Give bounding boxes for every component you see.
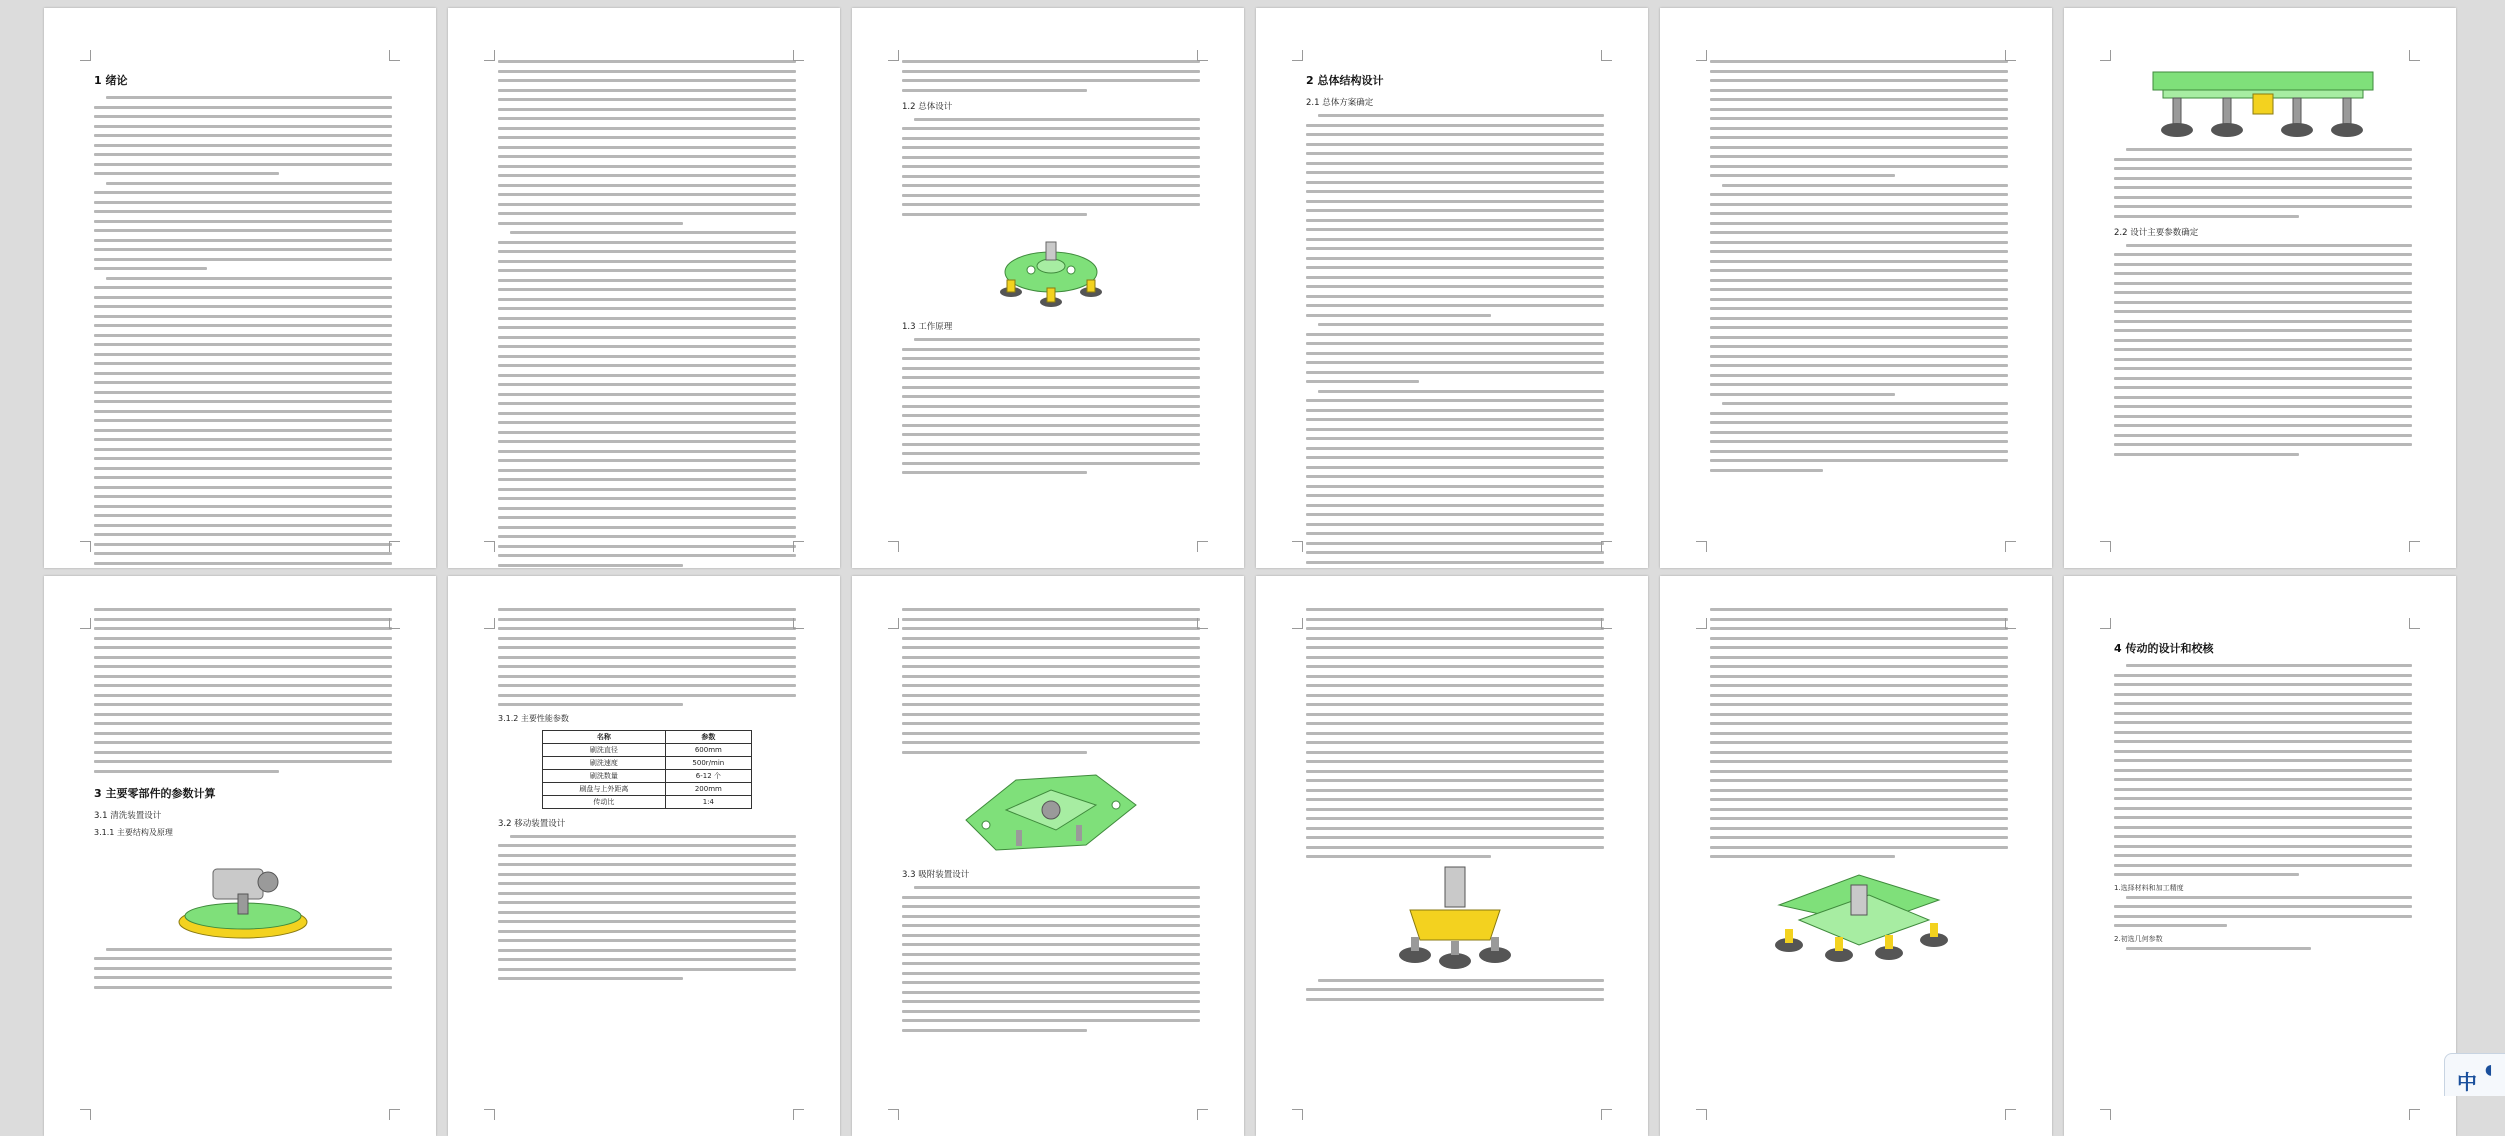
table-cell: 刷洗直径 <box>543 743 666 756</box>
document-page-10[interactable] <box>1256 576 1648 1136</box>
table-cell: 600mm <box>665 743 751 756</box>
section-heading: 2.1 总体方案确定 <box>1306 98 1374 108</box>
chapter-heading: 2 总体结构设计 <box>1306 74 1384 87</box>
section-heading: 3.3 吸附装置设计 <box>902 870 970 880</box>
subsection-heading: 3.1.2 主要性能参数 <box>498 713 569 723</box>
section-heading: 2.2 设计主要参数确定 <box>2114 227 2199 238</box>
document-page-5[interactable] <box>1660 8 2052 568</box>
document-page-7[interactable] <box>44 576 436 1136</box>
table-cell: 500r/min <box>665 756 751 769</box>
body-text <box>94 608 392 773</box>
body-text <box>2114 148 2412 218</box>
body-text <box>2114 896 2412 928</box>
document-page-6[interactable] <box>2064 8 2456 568</box>
document-page-1[interactable] <box>44 8 436 568</box>
section-heading: 1.2 总体设计 <box>902 101 953 112</box>
body-text <box>1306 608 1604 858</box>
document-page-12[interactable] <box>2064 576 2456 1136</box>
table-row <box>543 795 752 808</box>
body-text <box>2114 664 2412 876</box>
section-heading: 3.2 移动装置设计 <box>498 818 566 829</box>
body-text <box>902 118 1200 216</box>
moon-icon: ◖ <box>2485 1062 2493 1078</box>
table-row <box>543 743 752 756</box>
document-page-9[interactable] <box>852 576 1244 1136</box>
subsection-heading: 3.1.1 主要结构及原理 <box>94 827 173 837</box>
ime-indicator[interactable] <box>2444 1053 2505 1096</box>
table-header-value: 参数 <box>665 730 751 743</box>
body-text <box>902 60 1200 92</box>
body-text <box>2114 947 2412 950</box>
body-text <box>1306 979 1604 1001</box>
clamp-module-figure <box>991 222 1111 312</box>
table-cell: 刷盘与上外距离 <box>543 782 666 795</box>
list-item: 1.选择材料和加工精度 <box>2114 883 2184 892</box>
table-header-name: 名称 <box>543 730 666 743</box>
table-cell: 1:4 <box>665 795 751 808</box>
body-text <box>498 608 796 706</box>
body-text <box>94 948 392 989</box>
body-text <box>902 608 1200 754</box>
table-row <box>543 769 752 782</box>
list-item: 2.初选几何参数 <box>2114 934 2163 943</box>
table-row <box>543 782 752 795</box>
document-page-2[interactable] <box>448 8 840 568</box>
ime-indicator-label: 中 <box>2457 1070 2477 1094</box>
chapter-heading: 1 绪论 <box>94 74 128 87</box>
document-page-8[interactable] <box>448 576 840 1136</box>
body-text <box>498 835 796 981</box>
document-page-3[interactable] <box>852 8 1244 568</box>
moving-platform-figure <box>956 760 1146 860</box>
chapter-heading: 4 传动的设计和校核 <box>2114 642 2214 655</box>
body-text <box>94 96 392 568</box>
table-cell: 200mm <box>665 782 751 795</box>
table-cell: 6-12 个 <box>665 769 751 782</box>
table-cell: 传动比 <box>543 795 666 808</box>
body-text <box>1710 60 2008 472</box>
body-text <box>2114 244 2412 456</box>
parameter-table <box>542 730 752 809</box>
section-heading: 3.1 清洗装置设计 <box>94 810 162 821</box>
table-cell: 刷洗数量 <box>543 769 666 782</box>
body-text <box>1710 608 2008 858</box>
robot-assembly-figure <box>2143 64 2383 144</box>
cleaning-device-figure <box>168 844 318 944</box>
body-text <box>902 886 1200 1032</box>
document-page-4[interactable] <box>1256 8 1648 568</box>
document-page-11[interactable] <box>1660 576 2052 1136</box>
body-text <box>1306 114 1604 568</box>
table-row <box>543 756 752 769</box>
full-assembly-figure <box>1759 865 1959 965</box>
table-cell: 刷洗速度 <box>543 756 666 769</box>
section-heading: 1.3 工作原理 <box>902 322 953 332</box>
body-text <box>498 60 796 567</box>
body-text <box>902 338 1200 474</box>
chapter-heading: 3 主要零部件的参数计算 <box>94 786 216 800</box>
table-header-row <box>543 730 752 743</box>
suction-cup-figure <box>1380 865 1530 975</box>
